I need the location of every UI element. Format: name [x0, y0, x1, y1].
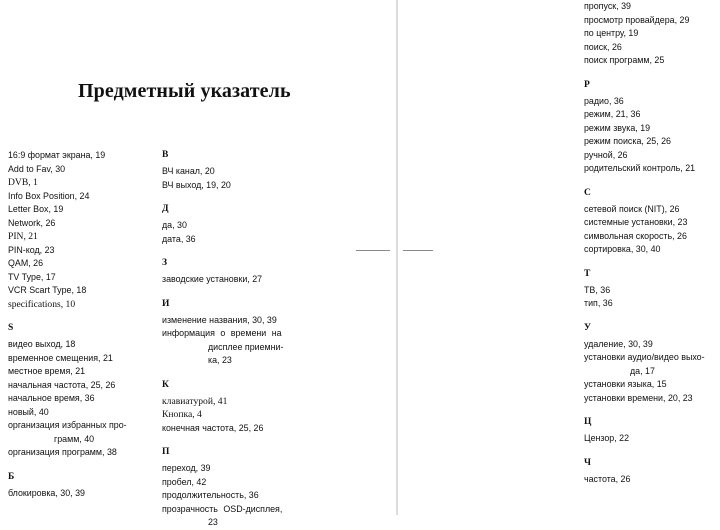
- entry-continuation: да, 17: [630, 365, 655, 376]
- index-entry: тип, 36: [584, 298, 613, 308]
- index-entry: Add to Fav, 30: [8, 163, 66, 174]
- index-entry: VCR Scart Type, 18: [8, 285, 87, 295]
- index-entry: переход, 39: [162, 463, 211, 473]
- index-letter-r: Р: [584, 79, 590, 90]
- index-entry: поиск программ, 25: [584, 55, 665, 65]
- index-entry: ВЧ выход, 19, 20: [162, 179, 231, 190]
- index-entry: ТВ, 36: [584, 284, 611, 295]
- index-entry-wrapped: [162, 327, 292, 368]
- index-group-latin: [8, 149, 138, 311]
- index-group-s: [8, 338, 138, 460]
- index-entry: продолжительность, 36: [162, 490, 259, 500]
- index-entry: режим звука, 19: [584, 122, 651, 133]
- index-letter-s-cyr: С: [584, 187, 591, 198]
- index-entry: начальное время, 36: [8, 393, 95, 403]
- index-entry: символьная скорость, 26: [584, 230, 687, 241]
- index-entry: дата, 36: [162, 233, 196, 244]
- index-entry: конечная частота, 25, 26: [162, 422, 264, 433]
- index-entry: DVB, 1: [8, 177, 38, 188]
- index-entry: Кнопка, 4: [162, 409, 202, 420]
- index-entry: specifications, 10: [8, 298, 76, 310]
- index-entry: режим, 21, 36: [584, 109, 641, 119]
- index-letter-t: Т: [584, 268, 591, 279]
- index-entry: TV Type, 17: [8, 271, 56, 282]
- index-entry: пробел, 42: [162, 476, 207, 487]
- index-entry: режим поиска, 25, 26: [584, 136, 671, 146]
- index-letter-i: И: [162, 298, 170, 309]
- entry-continuation: грамм, 40: [54, 433, 95, 444]
- index-entry: 16:9 формат экрана, 19: [8, 150, 106, 160]
- entry-line: организация избранных про-: [8, 420, 127, 430]
- index-letter-d: Д: [162, 204, 169, 214]
- index-entry: частота, 26: [584, 473, 631, 484]
- index-entry: PIN, 21: [8, 231, 38, 242]
- index-letter-ts: Ц: [584, 417, 592, 427]
- index-entry: клавиатурой, 41: [162, 395, 228, 407]
- index-entry: начальная частота, 25, 26: [8, 379, 116, 390]
- page-title: Предметный указатель: [78, 80, 291, 102]
- entry-line: информация о времени на: [162, 328, 282, 338]
- index-entry: PIN-код, 23: [8, 244, 55, 255]
- crop-mark: [356, 250, 390, 251]
- index-entry-wrapped: [8, 419, 138, 446]
- index-column-3: [584, 0, 714, 486]
- entry-continuation: ка, 23: [208, 355, 232, 365]
- index-column-1: [8, 149, 138, 500]
- index-entry: QAM, 26: [8, 258, 44, 268]
- entry-line: установки аудио/видео выхо-: [584, 352, 705, 362]
- entry-line: прозрачность OSD-дисплея,: [162, 503, 283, 514]
- right-page: [398, 0, 720, 515]
- index-entry: изменение названия, 30, 39: [162, 314, 277, 325]
- index-entry: радио, 36: [584, 95, 624, 106]
- index-entry: организация программ, 38: [8, 447, 117, 457]
- index-letter-ch: Ч: [584, 457, 591, 468]
- index-entry: блокировка, 30, 39: [8, 487, 85, 498]
- index-entry: сортировка, 30, 40: [584, 244, 661, 254]
- index-entry: местное время, 21: [8, 366, 86, 376]
- index-entry-wrapped: [584, 351, 714, 378]
- index-entry: временное смещения, 21: [8, 352, 113, 363]
- index-entry: новый, 40: [8, 406, 49, 417]
- index-letter-z: З: [162, 258, 168, 268]
- index-entry: ручной, 26: [584, 149, 628, 160]
- index-entry: родительский контроль, 21: [584, 163, 696, 173]
- index-entry: Info Box Position, 24: [8, 190, 90, 201]
- entry-continuation: дисплее приемни-: [208, 341, 284, 352]
- index-entry: по центру, 19: [584, 28, 639, 38]
- index-entry: да, 30: [162, 220, 187, 230]
- index-entry: заводские установки, 27: [162, 274, 263, 284]
- index-entry: системные установки, 23: [584, 217, 688, 227]
- crop-mark: [403, 250, 433, 251]
- index-entry-wrapped: [162, 503, 292, 530]
- index-entry: установки языка, 15: [584, 379, 667, 389]
- index-entry: видео выход, 18: [8, 339, 76, 349]
- index-letter-v: В: [162, 150, 169, 160]
- index-group-b: [8, 487, 138, 501]
- index-entry: Letter Box, 19: [8, 204, 64, 214]
- index-entry: сетевой поиск (NIT), 26: [584, 203, 680, 214]
- index-entry: установки времени, 20, 23: [584, 392, 693, 403]
- index-letter-b: Б: [8, 471, 15, 482]
- index-column-2: [162, 149, 292, 530]
- index-entry: просмотр провайдера, 29: [584, 14, 690, 25]
- index-entry: удаление, 30, 39: [584, 338, 653, 349]
- entry-continuation: 23: [208, 517, 218, 527]
- index-entry: ВЧ канал, 20: [162, 166, 215, 176]
- index-letter-s: S: [8, 323, 14, 333]
- index-entry: поиск, 26: [584, 41, 622, 52]
- index-entry: Цензор, 22: [584, 433, 630, 443]
- index-letter-p: П: [162, 447, 170, 457]
- index-entry: Network, 26: [8, 217, 56, 228]
- index-entry: пропуск, 39: [584, 1, 631, 11]
- index-letter-k: К: [162, 379, 169, 390]
- index-letter-u: У: [584, 322, 591, 333]
